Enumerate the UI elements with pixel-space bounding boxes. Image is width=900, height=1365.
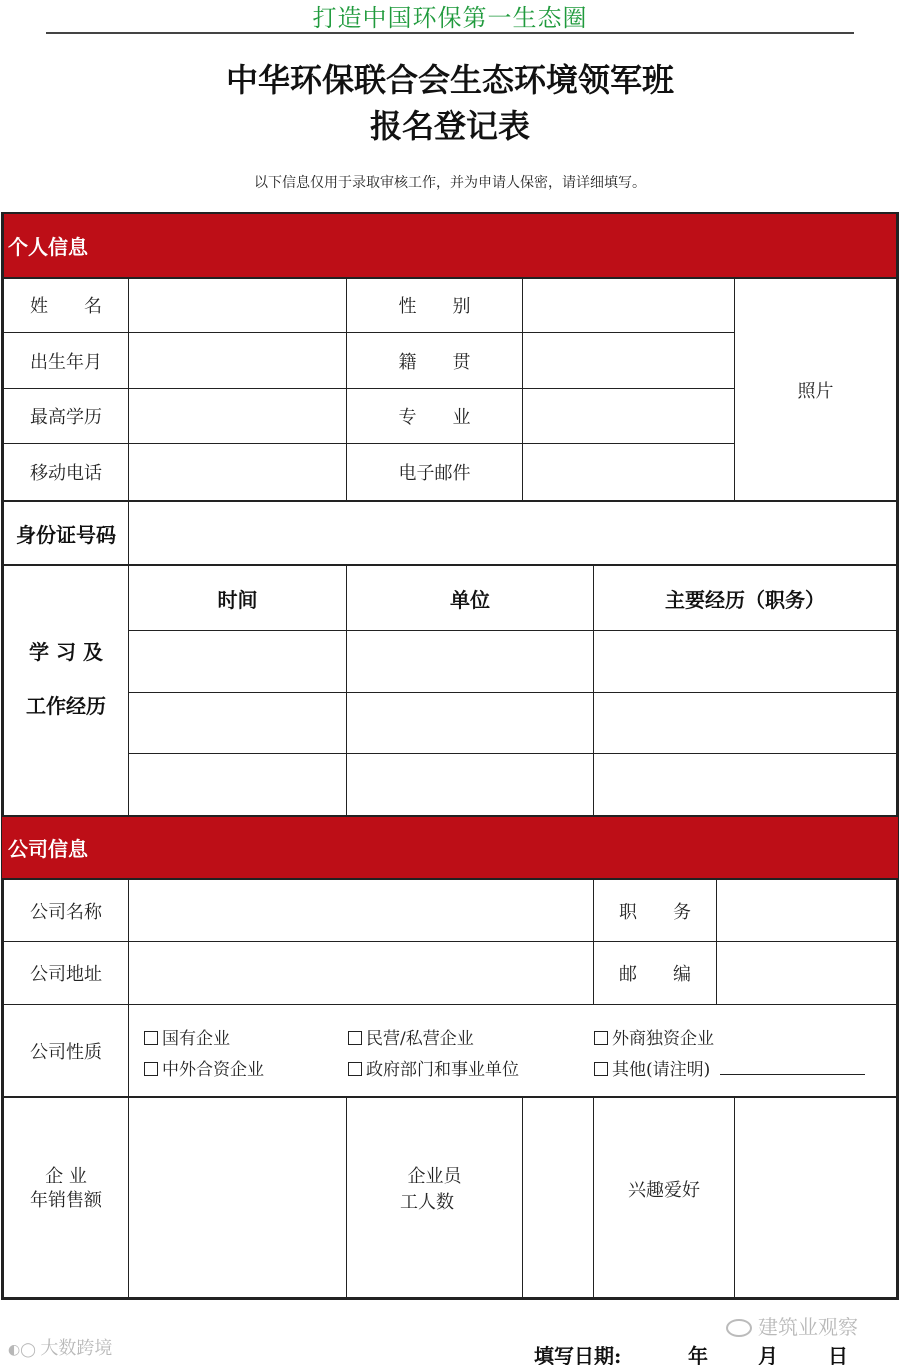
checkbox-icon[interactable]	[348, 1031, 362, 1045]
input-staff-count[interactable]	[523, 1098, 593, 1297]
column-header-time: 时间	[217, 587, 258, 612]
table-border-right	[896, 212, 899, 1299]
form-title-line2: 报名登记表	[369, 107, 530, 145]
experience-cell[interactable]	[129, 693, 346, 753]
input-name[interactable]	[129, 278, 346, 332]
other-specify-field[interactable]	[720, 1074, 865, 1075]
label-email: 电子邮件	[398, 463, 471, 484]
input-position[interactable]	[717, 880, 896, 941]
option-government[interactable]: 政府部门和事业单位	[348, 1055, 519, 1080]
label-annual-sales-line2: 年销售额	[30, 1190, 102, 1211]
input-id-number[interactable]	[129, 502, 896, 564]
label-company-name: 公司名称	[30, 901, 102, 923]
column-header-experience: 主要经历（职务）	[665, 587, 825, 612]
experience-cell[interactable]	[347, 754, 593, 815]
section-header-company: 公司信息	[2, 816, 898, 878]
experience-cell[interactable]	[347, 631, 593, 692]
grid-line	[1, 815, 899, 817]
option-other[interactable]: 其他(请注明)	[594, 1055, 865, 1080]
label-phone: 移动电话	[30, 463, 102, 484]
grid-line	[1, 1004, 899, 1005]
column-header-unit: 单位	[450, 587, 490, 612]
input-gender[interactable]	[523, 278, 734, 332]
input-native-place[interactable]	[523, 333, 734, 388]
checkbox-icon[interactable]	[594, 1031, 608, 1045]
header-divider	[46, 32, 854, 34]
label-annual-sales-line1: 企 业	[45, 1166, 87, 1187]
experience-cell[interactable]	[594, 754, 896, 815]
label-gender: 性 别	[398, 296, 471, 317]
input-education[interactable]	[129, 389, 346, 443]
section-header-personal: 个人信息	[2, 213, 898, 277]
label-staff-count-line1: 企业员	[407, 1166, 462, 1187]
checkbox-icon[interactable]	[348, 1062, 362, 1076]
fill-date-month: 月	[758, 1344, 778, 1365]
option-state-owned[interactable]: 国有企业	[144, 1024, 230, 1049]
table-border-top	[1, 212, 899, 214]
label-position: 职 务	[619, 901, 691, 923]
checkbox-icon[interactable]	[144, 1062, 158, 1076]
label-birth: 出生年月	[30, 351, 102, 373]
option-private[interactable]: 民营/私营企业	[348, 1024, 474, 1049]
fill-date-label: 填写日期:	[534, 1344, 622, 1365]
fill-date-day: 日	[828, 1344, 848, 1365]
input-birth[interactable]	[129, 333, 346, 388]
label-education: 最高学历	[30, 407, 102, 428]
experience-cell[interactable]	[129, 754, 346, 815]
watermark-right: 建筑业观察	[726, 1311, 858, 1340]
checkbox-icon[interactable]	[594, 1062, 608, 1076]
label-company-nature: 公司性质	[30, 1041, 102, 1063]
watermark-left: ◐◯ 大数跨境	[8, 1338, 113, 1359]
input-email[interactable]	[523, 444, 734, 500]
label-hobbies: 兴趣爱好	[628, 1180, 700, 1201]
logo-icon: ◐◯	[8, 1342, 41, 1358]
option-joint-venture[interactable]: 中外合资企业	[144, 1055, 264, 1080]
checkbox-icon[interactable]	[144, 1031, 158, 1045]
input-postcode[interactable]	[717, 942, 896, 1004]
input-hobbies[interactable]	[735, 1098, 896, 1297]
label-staff-count-line2: 工人数	[400, 1192, 454, 1213]
input-annual-sales[interactable]	[129, 1098, 346, 1297]
experience-cell[interactable]	[594, 693, 896, 753]
input-phone[interactable]	[129, 444, 346, 500]
photo-box[interactable]: 照片	[797, 380, 834, 402]
input-major[interactable]	[523, 389, 734, 443]
label-experience-line1: 学 习 及	[29, 639, 103, 664]
fill-date-year: 年	[688, 1344, 708, 1365]
label-major: 专 业	[398, 407, 471, 428]
experience-cell[interactable]	[347, 693, 593, 753]
form-title-line1: 中华环保联合会生态环境领军班	[225, 61, 674, 99]
experience-cell[interactable]	[594, 631, 896, 692]
label-native-place: 籍 贯	[398, 351, 471, 373]
input-company-name[interactable]	[129, 880, 593, 941]
slogan: 打造中国环保第一生态圈	[312, 4, 588, 32]
label-id-number: 身份证号码	[16, 522, 116, 547]
wechat-icon	[726, 1319, 752, 1337]
experience-cell[interactable]	[129, 631, 346, 692]
label-company-address: 公司地址	[30, 964, 102, 985]
input-company-address[interactable]	[129, 942, 593, 1004]
label-postcode: 邮 编	[619, 964, 691, 985]
label-name: 姓 名	[30, 296, 102, 317]
table-border-bottom	[1, 1297, 899, 1300]
label-experience-line2: 工作经历	[26, 693, 106, 718]
privacy-note: 以下信息仅用于录取审核工作，并为申请人保密，请详细填写。	[254, 175, 646, 191]
option-foreign-owned[interactable]: 外商独资企业	[594, 1024, 714, 1049]
